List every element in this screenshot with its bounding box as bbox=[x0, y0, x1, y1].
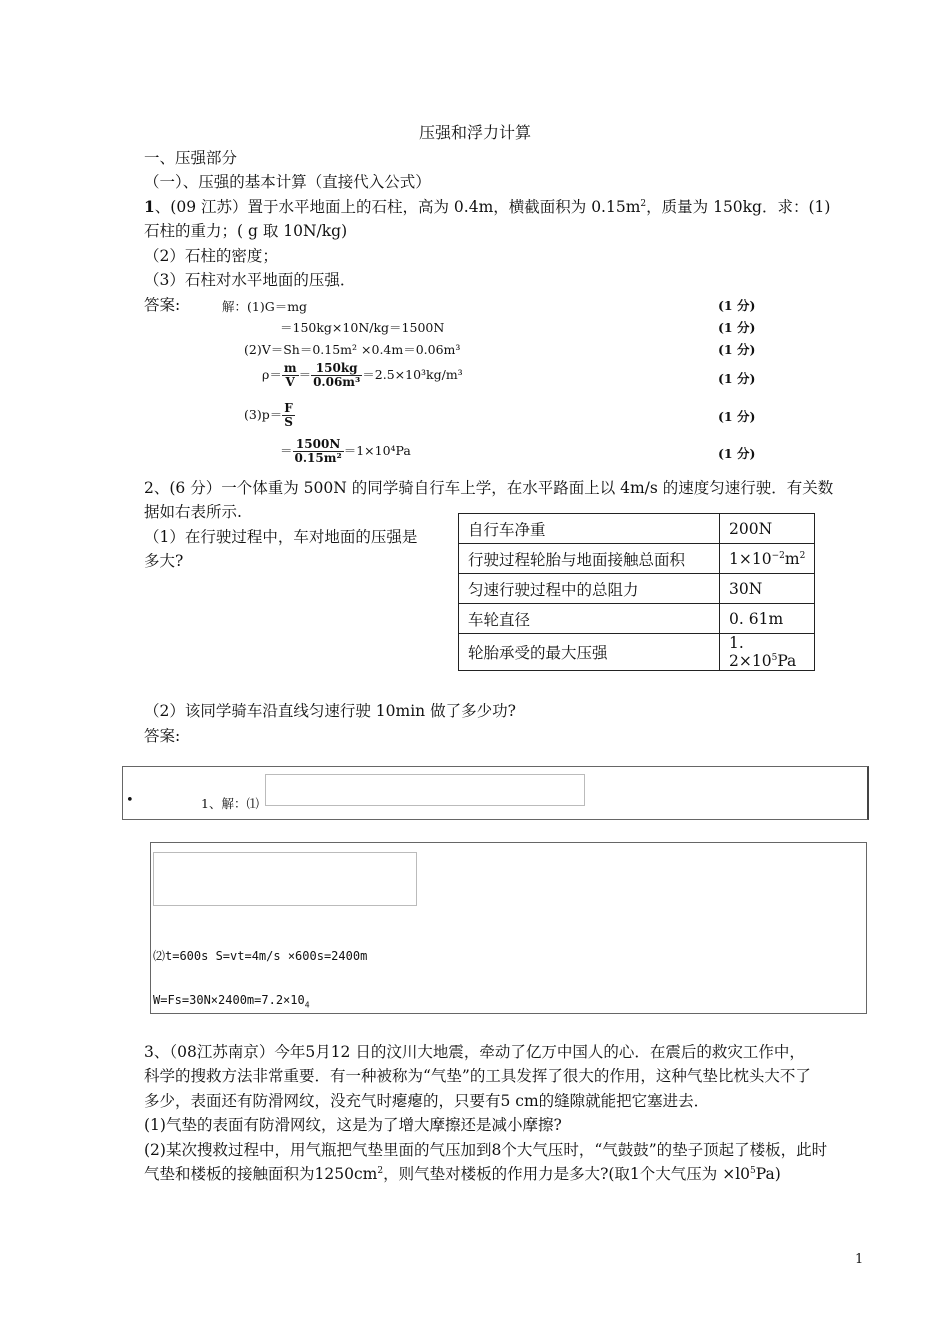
bicycle-data-table bbox=[458, 513, 815, 671]
q3-line2: 科学的搜救方法非常重要．有一种被称为“气垫”的工具发挥了很大的作用，这种气垫比枕头大不了 bbox=[144, 1067, 811, 1085]
bullet: • bbox=[126, 793, 134, 808]
answer-box-2-line2: $W=Fs=30N\times 2400m=7.2\times 10_4$ bbox=[153, 993, 310, 1010]
page-title: 压强和浮力计算 bbox=[418, 123, 531, 142]
table-row bbox=[459, 514, 815, 544]
q1-part3: （3）石柱对水平地面的压强． bbox=[144, 271, 356, 289]
q1-answer-label: 答案: bbox=[144, 296, 181, 314]
page-number: 1 bbox=[855, 1252, 864, 1267]
q1-line2: 石柱的重力；( g 取 10N/kg) bbox=[144, 222, 348, 240]
q3-line6: 气垫和楼板的接触面积为$1250cm^2$，则气垫对楼板的作用力是多大?(取1个大气压为 $\times l0^5Pa$) bbox=[144, 1165, 781, 1183]
table-row bbox=[459, 634, 815, 671]
q3-line5: (2)某次搜救过程中，用气瓶把气垫里面的气压加到8个大气压时，“气鼓鼓”的垫子顶起了楼板，此时 bbox=[144, 1141, 828, 1159]
answer-box-2 bbox=[150, 842, 867, 1014]
score-mark: (1 分) bbox=[718, 298, 756, 313]
q3-line4: (1)气垫的表面有防滑网纹，这是为了增大摩擦还是减小摩擦? bbox=[144, 1116, 562, 1134]
sol-line2: ＝150kg×10N/kg＝1500N bbox=[280, 320, 445, 335]
blank-image-placeholder bbox=[265, 774, 585, 806]
q3-line3: 多少，表面还有防滑网纹，没充气时瘪瘪的，只要有5 cm的缝隙就能把它塞进去． bbox=[144, 1092, 710, 1110]
table-cell-key: 行驶过程轮胎与地面接触总面积 bbox=[459, 544, 720, 574]
score-mark: (1 分) bbox=[718, 320, 756, 335]
table-row bbox=[459, 604, 815, 634]
table-cell-value: 1. $2\times 10^5Pa$ bbox=[720, 634, 815, 671]
subsection-heading: （一）、压强的基本计算（直接代入公式） bbox=[144, 173, 431, 191]
table-cell-value: 200N bbox=[720, 514, 815, 544]
table-cell-key: 车轮直径 bbox=[459, 604, 720, 634]
table-cell-key: 自行车净重 bbox=[459, 514, 720, 544]
q2-part2: （2）该同学骑车沿直线匀速行驶 10min 做了多少功? bbox=[144, 702, 516, 720]
q2-part1-b: 多大? bbox=[144, 552, 184, 570]
table-row bbox=[459, 574, 815, 604]
q2-answer-label: 答案: bbox=[144, 727, 181, 745]
table-cell-key: 轮胎承受的最大压强 bbox=[459, 634, 720, 671]
blank-image-placeholder bbox=[153, 852, 417, 906]
sol-line5: (3)p＝ $\frac{F}{S}$ bbox=[244, 401, 293, 429]
table-cell-value: 30N bbox=[720, 574, 815, 604]
section-heading: 一、压强部分 bbox=[144, 149, 238, 167]
q2-line1: 2、(6 分）一个体重为 500N 的同学骑自行车上学，在水平路面上以 4m/s 的速度匀速行驶．有关数 bbox=[144, 479, 834, 497]
score-mark: (1 分) bbox=[718, 342, 756, 357]
answer-box-1 bbox=[122, 766, 869, 820]
table-cell-value: $1\times 10^{-2}m^2$ bbox=[720, 544, 815, 574]
q1-line1: 1、(09 江苏）置于水平地面上的石柱，高为 0.4m，横截面积为 $0.15m^2$，质量为 150kg．求：(1) bbox=[144, 197, 831, 216]
q2-part1-a: （1）在行驶过程中，车对地面的压强是 bbox=[144, 528, 418, 546]
sol-line4: ρ＝ $\frac{m}{V}$ ＝ $\frac{150kg}{\text{0.06m³}}$ ＝2.5×10³kg/m³ bbox=[262, 361, 463, 389]
score-mark: (1 分) bbox=[718, 409, 756, 424]
sol-line3: (2)V＝Sh＝0.15m² ×0.4m＝0.06m³ bbox=[244, 342, 461, 357]
table-cell-value: 0. 61m bbox=[720, 604, 815, 634]
answer-box-2-line1: ⑵t=600s S=vt=4m/s ×600s=2400m bbox=[153, 949, 368, 963]
q3-line1: 3、（08江苏南京）今年5月12 日的汶川大地震，牵动了亿万中国人的心．在震后的救灾工作中， bbox=[144, 1043, 805, 1061]
sol-line6: ＝ $\frac{1500N}{\text{0.15m²}}$ ＝1×10⁴Pa bbox=[280, 437, 411, 465]
table-row bbox=[459, 544, 815, 574]
table-cell-key: 匀速行驶过程中的总阻力 bbox=[459, 574, 720, 604]
q1-part2: （2）石柱的密度； bbox=[144, 247, 278, 265]
sol-line1: 解：(1)G＝mg bbox=[222, 299, 308, 314]
score-mark: (1 分) bbox=[718, 446, 756, 461]
answer-box-1-text: 1、解：⑴ bbox=[201, 796, 259, 811]
q2-line2: 据如右表所示. bbox=[144, 503, 242, 521]
score-mark: (1 分) bbox=[718, 371, 756, 386]
